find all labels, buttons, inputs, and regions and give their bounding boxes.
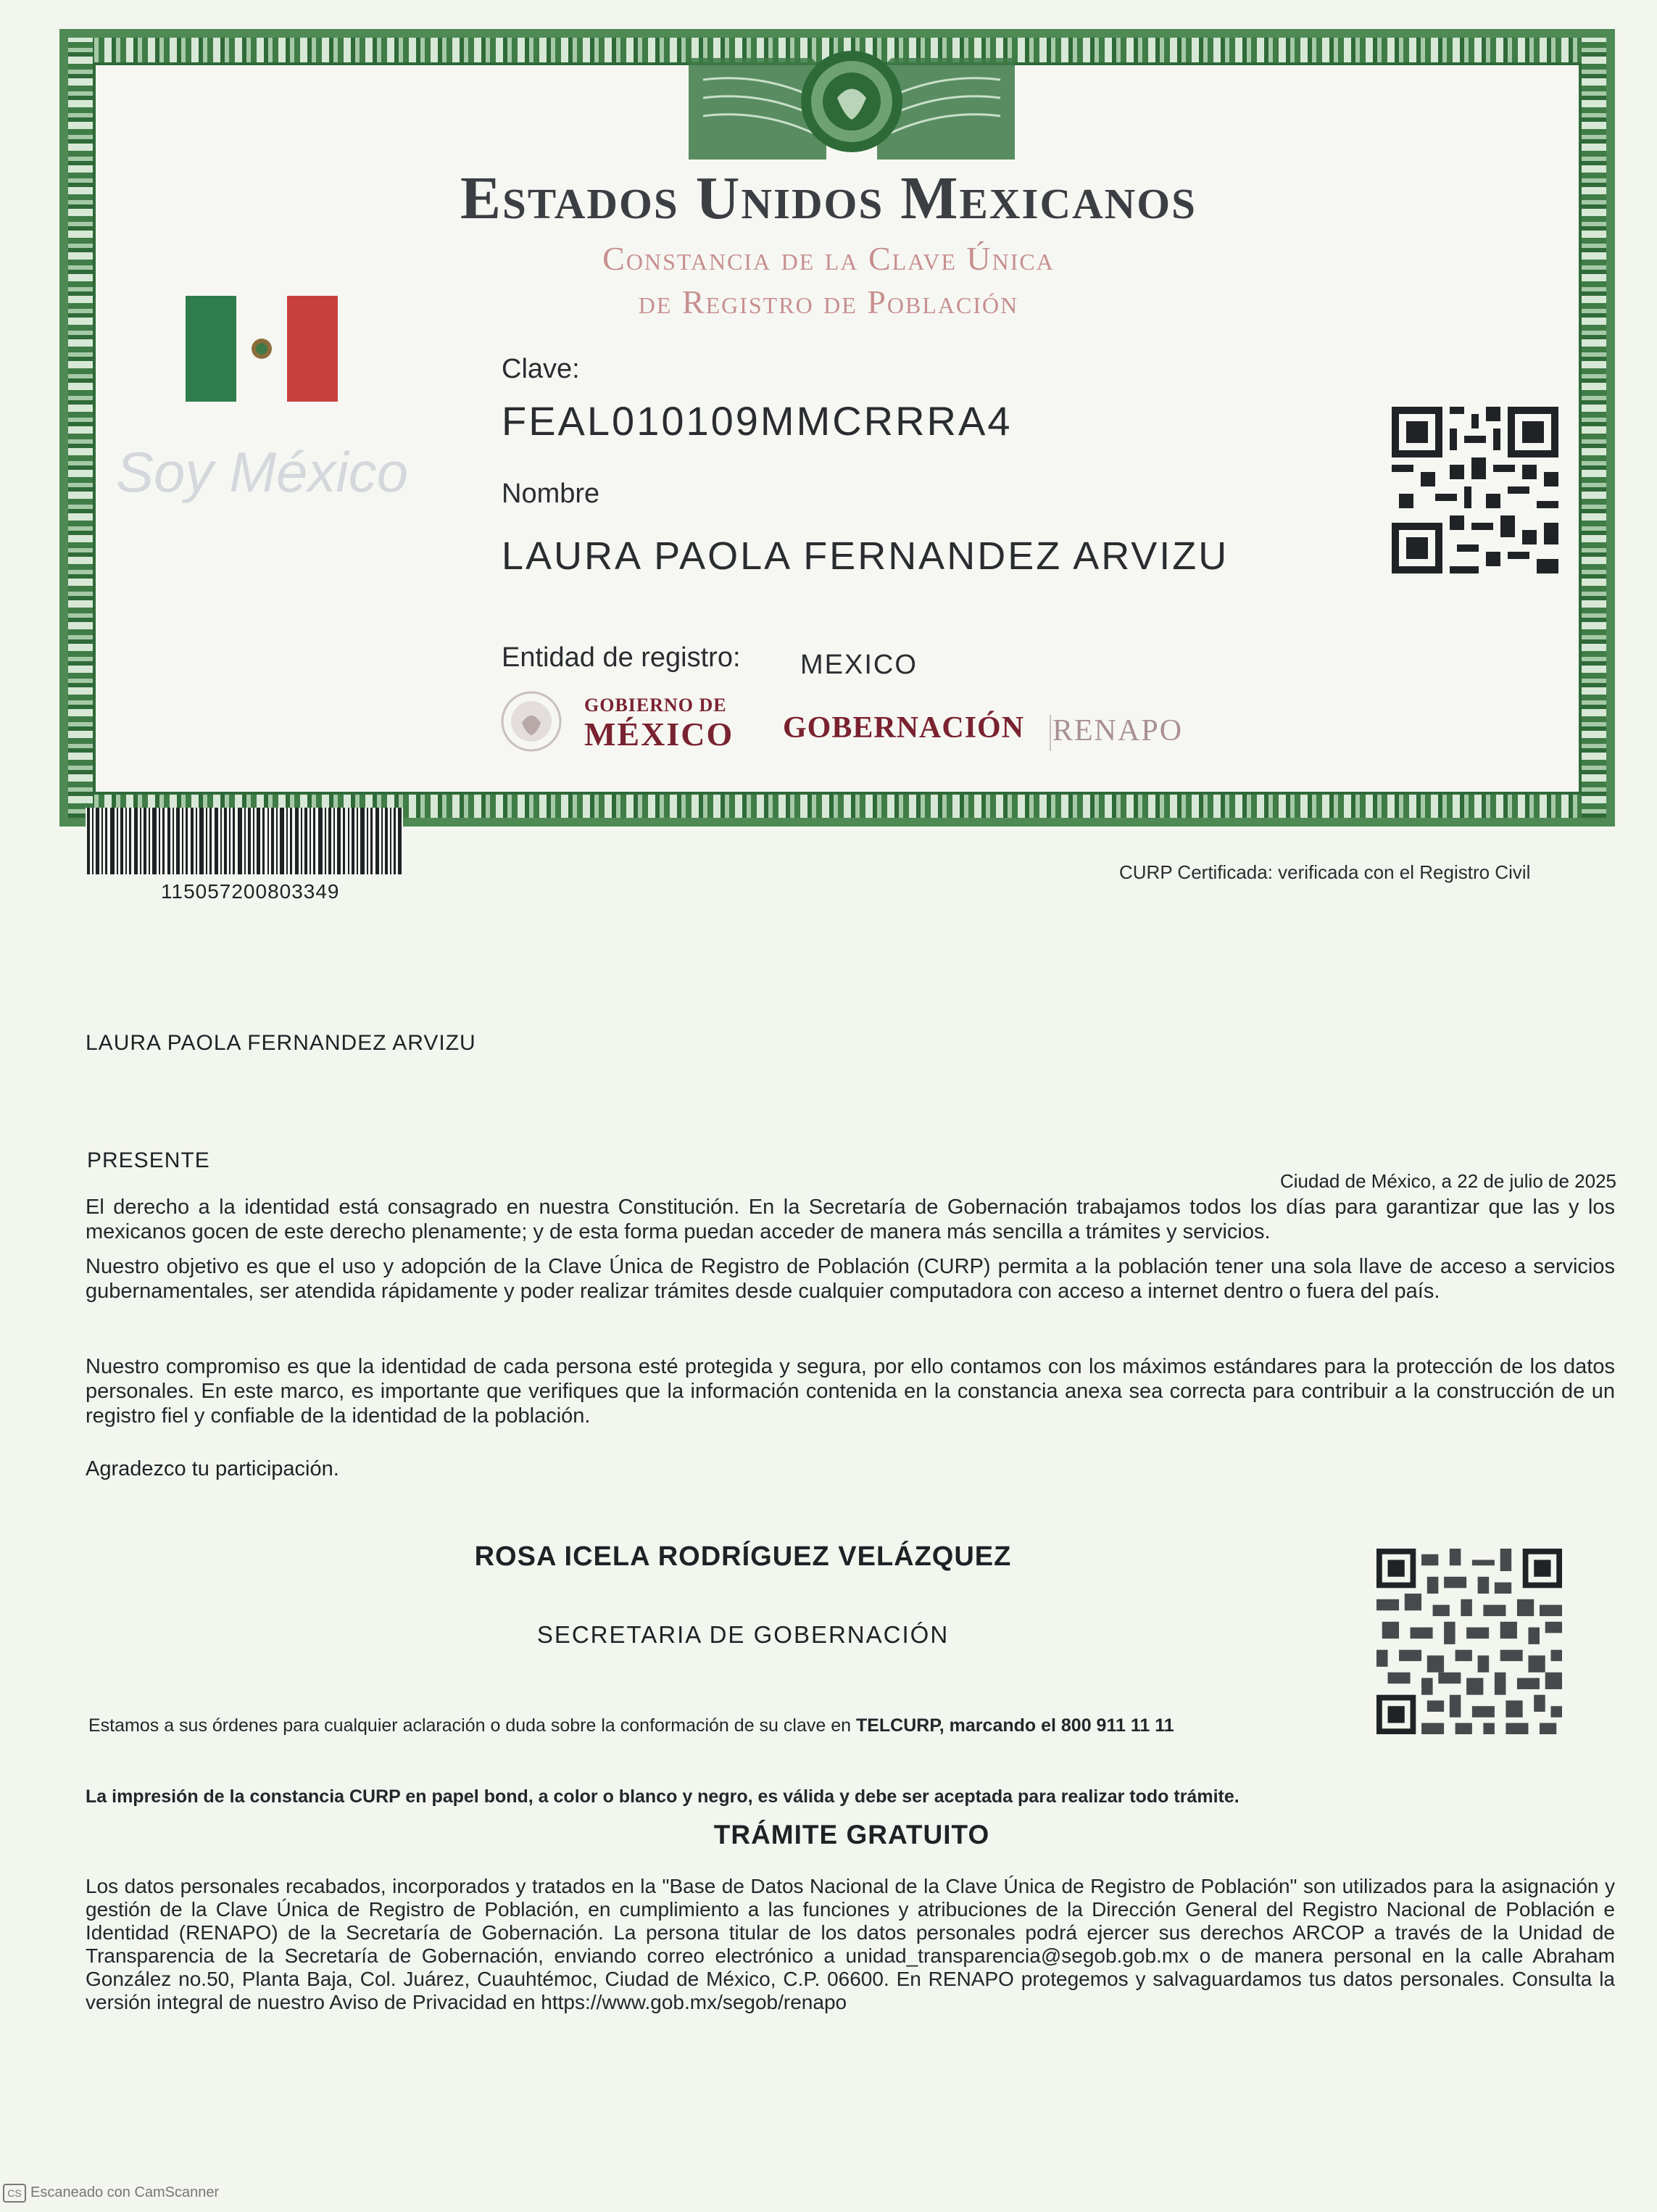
logo-gobernacion: GOBERNACIÓN	[783, 711, 1025, 745]
signer-name: ROSA ICELA RODRÍGUEZ VELÁZQUEZ	[474, 1541, 1012, 1572]
certificate-subtitle-line1: Constancia de la Clave Única	[602, 240, 1055, 277]
entidad-label: Entidad de registro:	[502, 642, 741, 673]
entidad-value: MEXICO	[800, 650, 918, 680]
clave-value: FEAL010109MMCRRRA4	[502, 398, 1013, 444]
contact-prefix: Estamos a sus órdenes para cualquier aclaración o duda sobre la conformación de su clave en	[88, 1715, 856, 1736]
eagle-seal-icon	[500, 690, 562, 753]
contact-telcurp: TELCURP, marcando el 800 911 11 11	[855, 1715, 1174, 1736]
letter-paragraph-3: Nuestro compromiso es que la identidad de cada persona esté protegida y segura, por ello contamos con los máximos estándares para la protección de los datos personales. En este marco, es importante que verifiques que la información contenida en la constancia anexa sea correcta para contribuir a la construcción de un registro fiel y confiable de la identidad de la población.	[86, 1355, 1615, 1428]
letter-place-date: Ciudad de México, a 22 de julio de 2025	[1280, 1170, 1616, 1192]
national-crest-icon	[681, 29, 1022, 160]
barcode-number: 115057200803349	[161, 880, 340, 903]
nombre-label: Nombre	[502, 479, 600, 509]
logo-renapo: RENAPO	[1052, 714, 1184, 747]
slogan: Soy México	[116, 440, 409, 504]
letter-greeting: PRESENTE	[87, 1148, 210, 1172]
digital-signature-qr-icon	[1374, 1549, 1564, 1734]
frame-border-right	[1582, 38, 1606, 818]
certified-note: CURP Certificada: verificada con el Registro Civil	[1119, 861, 1531, 883]
barcode-icon	[86, 808, 403, 874]
scanner-footer: CS Escaneado con CamScanner	[3, 2184, 219, 2203]
letter-paragraph-1: El derecho a la identidad está consagrado en nuestra Constitución. En la Secretaría de Gobernación trabajamos todos los días para garantizar que las y los mexicanos gocen de este derecho plenamente; y de esta forma puedan acceder de manera más sencilla a trámites y servicios.	[86, 1196, 1615, 1243]
letter-thanks: Agradezco tu participación.	[86, 1457, 339, 1480]
logo-divider	[1050, 715, 1051, 751]
frame-border-left	[68, 38, 93, 818]
free-notice: TRÁMITE GRATUITO	[713, 1820, 990, 1849]
signer-title: SECRETARIA DE GOBERNACIÓN	[536, 1621, 950, 1648]
clave-label: Clave:	[502, 354, 580, 384]
contact-line	[88, 1715, 1174, 1736]
privacy-notice: Los datos personales recabados, incorporados y tratados en la "Base de Datos Nacional de la Clave Única de Registro de Población" son utilizados para la asignación y gestión de la Clave Única de Registro de Población, en cumplimiento a las funciones y atribuciones de la Dirección General del Registro Nacional de Población e Identidad (RENAPO) de la Secretaría de Gobernación. La persona titular de los datos personales podrá ejercer sus derechos ARCOP a través de la Unidad de Transparencia de la Secretaría de Gobernación, enviando correo electrónico a unidad_transparencia@segob.gob.mx o de manera personal en la calle Abraham González no.50, Planta Baja, Col. Juárez, Cuauhtémoc, Ciudad de México, C.P. 06600. En RENAPO protegemos y salvaguardamos tus datos personales. Consulta la versión integral de nuestro Aviso de Privacidad en https://www.gob.mx/segob/renapo	[86, 1875, 1615, 2013]
mexico-flag-icon	[186, 296, 338, 402]
nombre-value: LAURA PAOLA FERNANDEZ ARVIZU	[502, 534, 1229, 578]
validity-note: La impresión de la constancia CURP en papel bond, a color o blanco y negro, es válida y debe ser aceptada para realizar todo trámite.	[86, 1786, 1239, 1807]
country-title: Estados Unidos Mexicanos	[460, 165, 1197, 232]
letter-paragraph-2: Nuestro objetivo es que el uso y adopción de la Clave Única de Registro de Población (CURP) permita a la población tener una sola llave de acceso a servicios gubernamentales, ser atendida rápidamente y poder realizar trámites desde cualquier computadora con acceso a internet dentro o fuera del país.	[86, 1255, 1615, 1303]
logo-gobierno-de: GOBIERNO DE	[584, 695, 727, 716]
government-logos	[500, 687, 1225, 760]
camscanner-logo-icon: CS	[3, 2184, 26, 2203]
letter-recipient: LAURA PAOLA FERNANDEZ ARVIZU	[86, 1031, 476, 1055]
logo-mexico: MÉXICO	[584, 716, 734, 753]
certificate-subtitle-line2: de Registro de Población	[638, 283, 1019, 320]
qr-code-icon	[1392, 406, 1558, 574]
